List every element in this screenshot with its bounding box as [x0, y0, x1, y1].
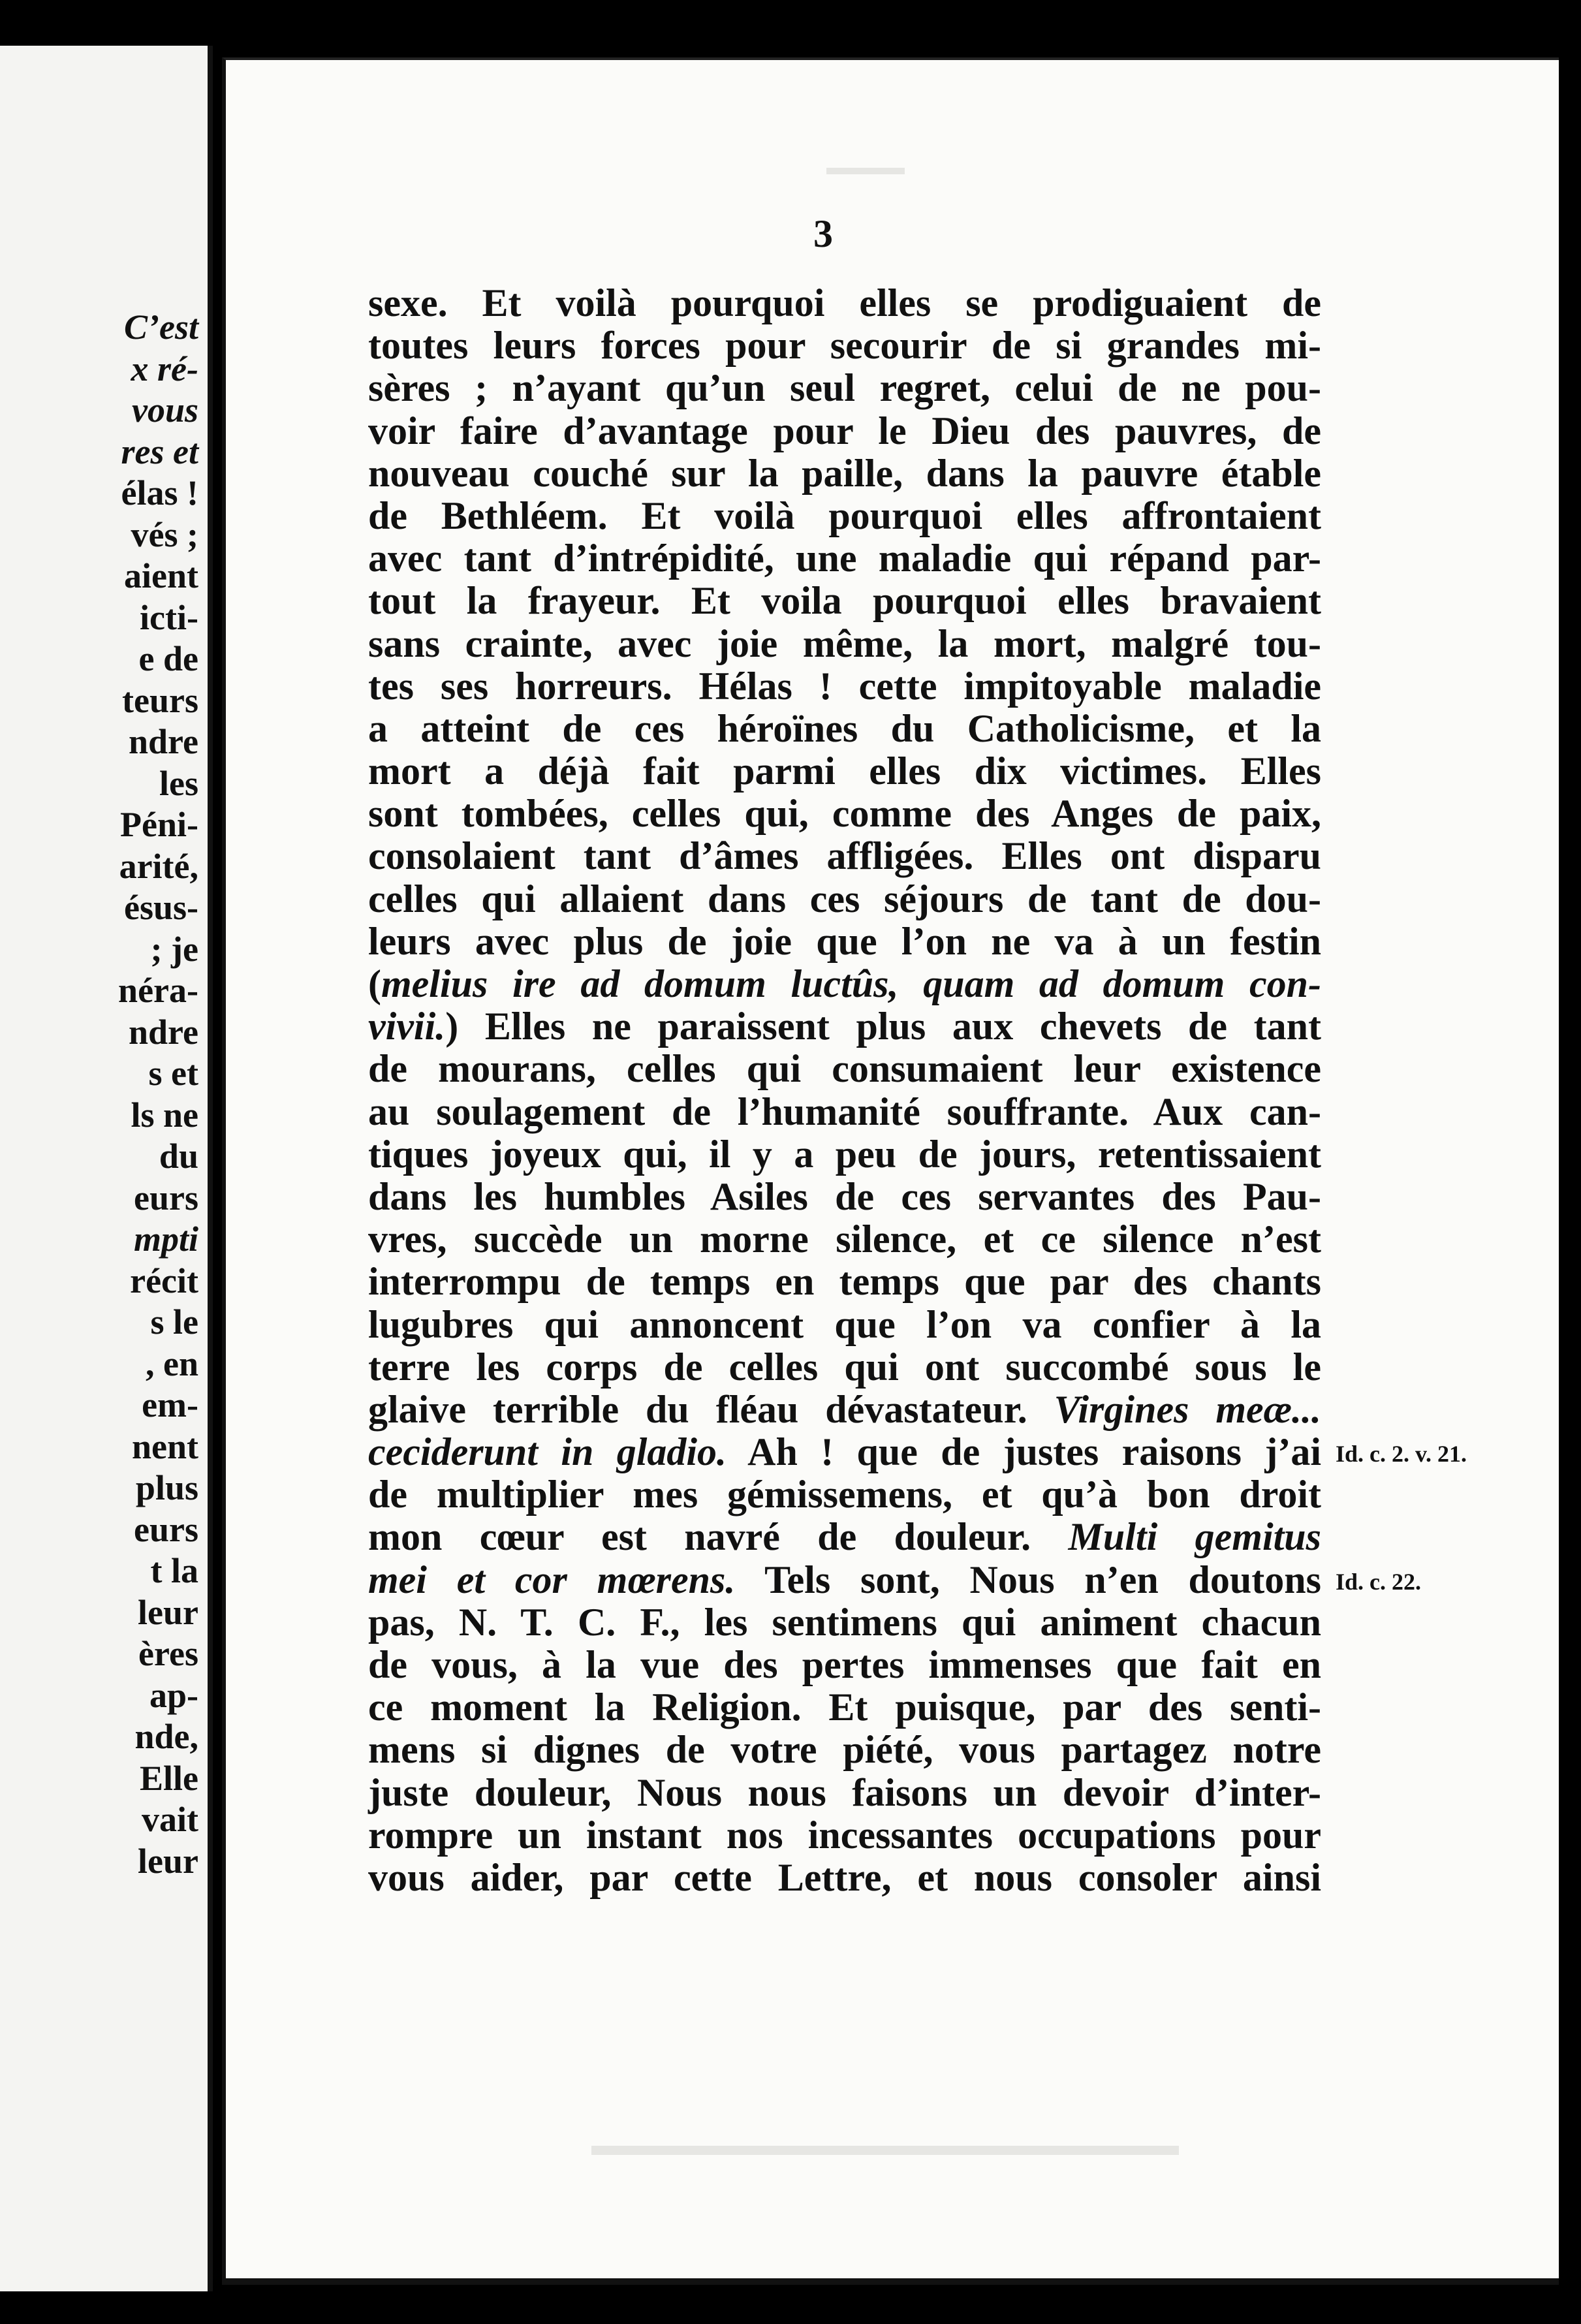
text-line [368, 750, 1321, 793]
text-line [368, 1346, 1321, 1389]
text-line [368, 1644, 1321, 1686]
text-line [368, 1857, 1321, 1899]
text-line [368, 920, 1321, 963]
text-segment: terre les corps de celles qui ont succombé sous le [368, 1345, 1321, 1389]
italic-latin-quote: Virgines meæ... [1054, 1387, 1321, 1431]
text-line [368, 1473, 1321, 1516]
text-line [368, 1091, 1321, 1133]
italic-latin-quote: ceciderunt in gladio. [368, 1430, 727, 1474]
left-page-line: eurs [134, 1178, 198, 1217]
text-segment: de vous, à la vue des pertes immenses que fait en [368, 1643, 1321, 1686]
text-line [368, 580, 1321, 622]
left-page-line: t la [150, 1551, 198, 1590]
text-line [368, 537, 1321, 580]
left-page-line: néra- [118, 971, 198, 1010]
left-page-line: ésus- [123, 888, 198, 927]
text-segment: sexe. Et voilà pourquoi elles se prodiguaient de [368, 281, 1321, 324]
left-page-line: em- [142, 1385, 198, 1424]
text-segment: tout la frayeur. Et voila pourquoi elles bravaient [368, 579, 1321, 623]
left-page-line: res et [121, 432, 198, 471]
left-page-line: s le [150, 1302, 198, 1342]
left-page-line: récit [130, 1261, 198, 1300]
left-page-line: ls ne [131, 1095, 198, 1135]
text-line [368, 282, 1321, 324]
left-page-line: Elle [140, 1758, 198, 1798]
left-page-line: les [159, 763, 198, 803]
text-segment: tes ses horreurs. Hélas ! cette impitoyable maladie [368, 664, 1321, 708]
bleed-through-mark [591, 2146, 1179, 2155]
left-page-line: nde, [134, 1717, 198, 1756]
left-page-line: ap- [149, 1675, 198, 1715]
text-segment: vous aider, par cette Lettre, et nous consoler ainsi [368, 1855, 1321, 1899]
text-line [368, 1176, 1321, 1218]
left-page-line: teurs [122, 680, 198, 720]
left-page-line: vés ; [131, 514, 198, 554]
text-line [368, 1133, 1321, 1176]
left-page-line: ndre [128, 1012, 198, 1052]
text-line [368, 1601, 1321, 1644]
italic-latin-quote: melius ire ad domum luctûs, quam ad domum con- [381, 962, 1321, 1005]
text-segment: a atteint de ces héroïnes du Catholicisme, et la [368, 706, 1321, 750]
left-page-line: s et [148, 1054, 198, 1093]
left-page-line: mpti [133, 1219, 198, 1259]
text-segment: glaive terrible du fléau dévastateur. [368, 1387, 1054, 1431]
text-line [368, 963, 1321, 1005]
left-page-line: aient [124, 556, 198, 595]
text-segment: de multiplier mes gémissemens, et qu’à bon droit [368, 1473, 1321, 1516]
text-segment: toutes leurs forces pour secourir de si grandes mi- [368, 324, 1321, 368]
text-segment: ce moment la Religion. Et puisque, par des senti- [368, 1686, 1321, 1729]
left-page-line: Péni- [120, 805, 198, 844]
text-segment: avec tant d’intrépidité, une maladie qui répand par- [368, 537, 1321, 580]
text-line [368, 1048, 1321, 1090]
text-line [368, 495, 1321, 537]
text-segment: lugubres qui annoncent que l’on va confier à la [368, 1302, 1321, 1346]
text-segment: mens si dignes de votre piété, vous partagez notre [368, 1728, 1321, 1772]
text-line [368, 1516, 1321, 1558]
text-segment: de Bethléem. Et voilà pourquoi elles affrontaient [368, 494, 1321, 537]
left-page-line: nent [131, 1426, 198, 1466]
left-page-line: C’est [124, 307, 198, 347]
left-page-line: eurs [134, 1509, 198, 1549]
text-line [368, 1261, 1321, 1303]
text-line [368, 1814, 1321, 1857]
bleed-through-mark [826, 168, 905, 174]
left-page-line: icti- [140, 597, 198, 637]
left-page-line: élas ! [121, 473, 198, 512]
page-bottom-edge [222, 2278, 1559, 2285]
text-segment: interrompu de temps en temps que par des chants [368, 1260, 1321, 1304]
page-number: 3 [813, 212, 833, 255]
text-line [368, 623, 1321, 665]
text-segment: mort a déjà fait parmi elles dix victimes. Elles [368, 749, 1321, 793]
text-line [368, 367, 1321, 409]
body-text [368, 282, 1321, 1899]
text-segment: rompre un instant nos incessantes occupations pour [368, 1813, 1321, 1857]
text-segment: vres, succède un morne silence, et ce silence n’est [368, 1217, 1321, 1261]
text-line [368, 1005, 1321, 1048]
left-page-line: leur [138, 1592, 198, 1632]
text-line [368, 793, 1321, 835]
book-page [222, 57, 1559, 2284]
left-page-line: du [159, 1137, 198, 1176]
text-line [368, 1431, 1321, 1473]
text-segment: au soulagement de l’humanité souffrante. Aux can- [368, 1090, 1321, 1133]
left-page-line: ndre [128, 722, 198, 761]
text-segment: nouveau couché sur la paille, dans la pauvre étable [368, 451, 1321, 495]
text-line [368, 1389, 1321, 1431]
text-segment: celles qui allaient dans ces séjours de tant de dou- [368, 877, 1321, 920]
text-line [368, 878, 1321, 920]
margin-note: Id. c. 2. v. 21. [1336, 1441, 1467, 1468]
left-page-line: vait [142, 1800, 198, 1839]
text-segment: leurs avec plus de joie que l’on ne va à un festin [368, 919, 1321, 963]
text-segment: sont tombées, celles qui, comme des Anges de paix, [368, 792, 1321, 836]
left-page-line: e de [138, 639, 198, 678]
text-line [368, 1304, 1321, 1346]
italic-latin-quote: vivii. [368, 1005, 446, 1048]
previous-page-strip [0, 46, 213, 2291]
text-segment: Tels sont, Nous n’en doutons [735, 1558, 1321, 1601]
text-segment: sans crainte, avec joie même, la mort, malgré tou- [368, 621, 1321, 665]
text-line [368, 1686, 1321, 1729]
text-line [368, 1559, 1321, 1601]
text-segment: Ah ! que de justes raisons j’ai [727, 1430, 1321, 1474]
text-segment: ) Elles ne paraissent plus aux chevets de tant [445, 1005, 1321, 1048]
text-segment: tiques joyeux qui, il y a peu de jours, retentissaient [368, 1132, 1321, 1176]
text-segment: dans les humbles Asiles de ces servantes des Pau- [368, 1174, 1321, 1218]
text-line [368, 452, 1321, 495]
text-line [368, 1729, 1321, 1771]
text-segment: de mourans, celles qui consumaient leur existence [368, 1047, 1321, 1091]
text-line [368, 410, 1321, 452]
text-segment: consolaient tant d’âmes affligées. Elles ont disparu [368, 834, 1321, 878]
margin-note: Id. c. 22. [1336, 1569, 1422, 1595]
text-segment: juste douleur, Nous nous faisons un devoir d’inter- [368, 1770, 1321, 1814]
text-line [368, 835, 1321, 877]
text-segment: pas, N. T. C. F., les sentimens qui animent chacun [368, 1600, 1321, 1644]
text-segment: ( [368, 962, 381, 1005]
left-page-line: x ré- [131, 349, 198, 388]
text-segment: sères ; n’ayant qu’un seul regret, celui de ne pou- [368, 366, 1321, 410]
italic-latin-quote: mei et cor mœrens. [368, 1558, 736, 1601]
italic-latin-quote: Multi gemitus [1068, 1515, 1321, 1559]
left-page-line: plus [135, 1468, 198, 1507]
left-page-line: , en [146, 1343, 198, 1383]
text-line [368, 324, 1321, 367]
text-line [368, 708, 1321, 750]
text-segment: mon cœur est navré de douleur. [368, 1515, 1069, 1559]
text-line [368, 665, 1321, 708]
text-line [368, 1218, 1321, 1261]
left-page-line: ères [138, 1634, 198, 1673]
left-page-line: leur [138, 1841, 198, 1881]
left-page-line: vous [131, 390, 198, 430]
text-segment: voir faire d’avantage pour le Dieu des pauvres, de [368, 409, 1321, 452]
left-page-line: ; je [150, 929, 198, 969]
text-line [368, 1772, 1321, 1814]
left-page-line: arité, [119, 846, 198, 886]
